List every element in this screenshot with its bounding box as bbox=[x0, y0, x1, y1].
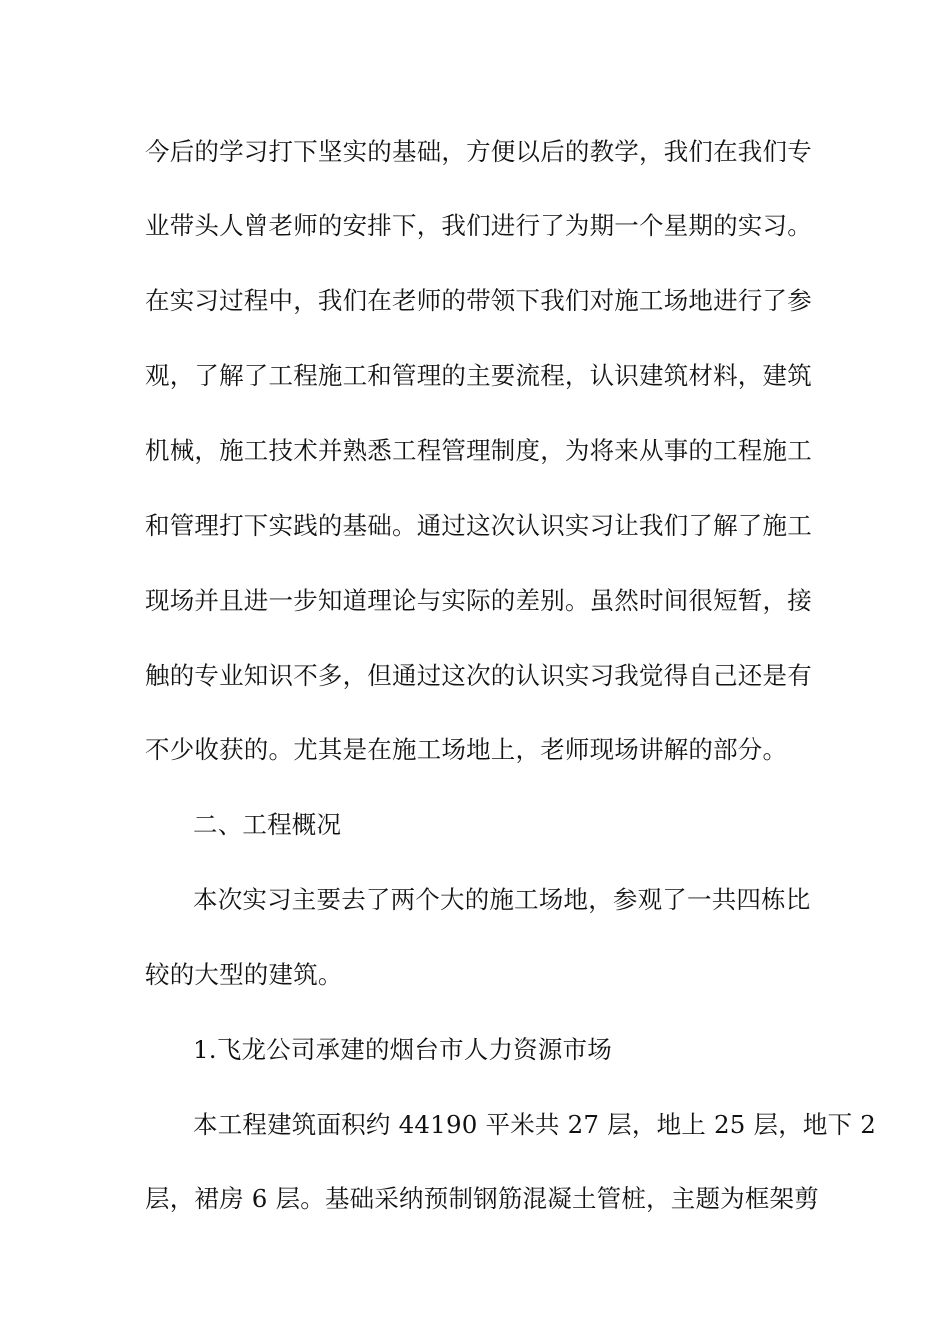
paragraph-line: 今后的学习打下坚实的基础，方便以后的教学，我们在我们专 bbox=[145, 137, 812, 166]
paragraph-line: 触的专业知识不多，但通过这次的认识实习我觉得自己还是有 bbox=[145, 661, 812, 690]
paragraph-line: 和管理打下实践的基础。通过这次认识实习让我们了解了施工 bbox=[145, 511, 812, 540]
paragraph-line: 层，裙房 6 层。基础采纳预制钢筋混凝土管桩，主题为框架剪 bbox=[145, 1184, 819, 1213]
paragraph-line: 本工程建筑面积约 44190 平米共 27 层，地上 25 层，地下 2 bbox=[193, 1110, 877, 1139]
paragraph-line: 机械，施工技术并熟悉工程管理制度，为将来从事的工程施工 bbox=[145, 436, 812, 465]
paragraph-line: 现场并且进一步知道理论与实际的差别。虽然时间很短暂，接 bbox=[145, 586, 812, 615]
subsection-heading: 1.飞龙公司承建的烟台市人力资源市场 bbox=[193, 1035, 612, 1064]
paragraph-line: 业带头人曾老师的安排下，我们进行了为期一个星期的实习。 bbox=[145, 211, 812, 240]
paragraph-line: 不少收获的。尤其是在施工场地上，老师现场讲解的部分。 bbox=[145, 735, 788, 764]
paragraph-line: 观，了解了工程施工和管理的主要流程，认识建筑材料，建筑 bbox=[145, 361, 812, 390]
section-heading: 二、工程概况 bbox=[193, 810, 342, 839]
paragraph-line: 较的大型的建筑。 bbox=[145, 960, 343, 989]
paragraph-line: 在实习过程中，我们在老师的带领下我们对施工场地进行了参 bbox=[145, 286, 812, 315]
paragraph-line: 本次实习主要去了两个大的施工场地，参观了一共四栋比 bbox=[193, 885, 811, 914]
